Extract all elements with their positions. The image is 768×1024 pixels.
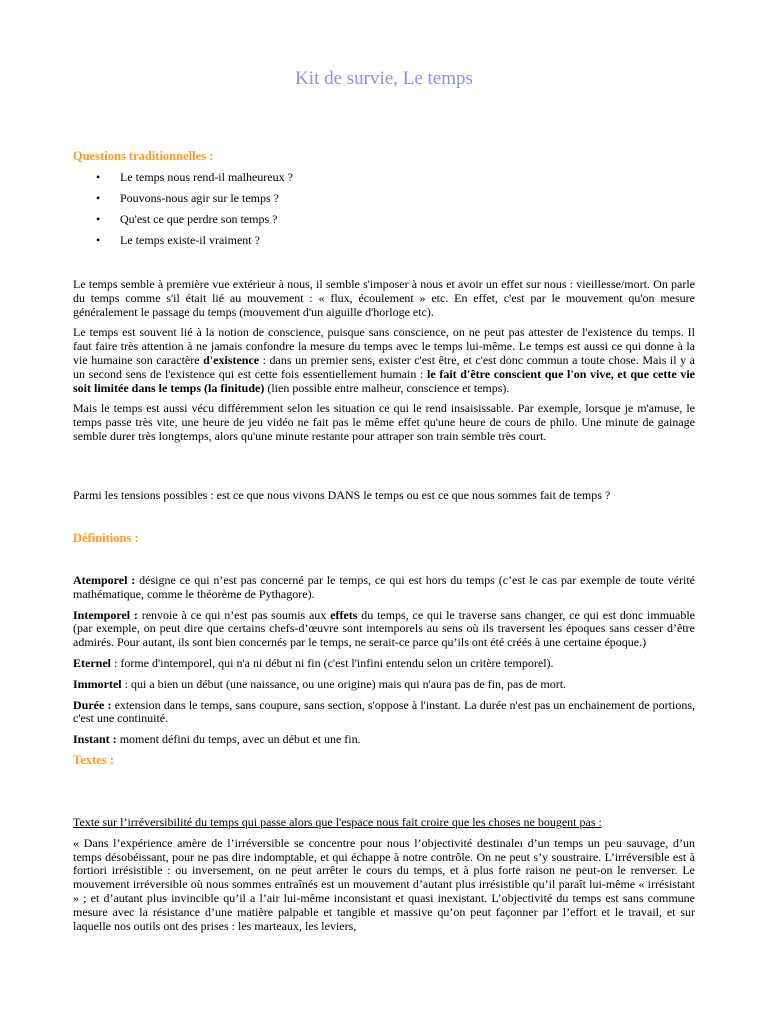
definition-immortel: Immortel : qui a bien un début (une naissance, ou une origine) mais qui n'aura pas de fin, pas de mort. (73, 676, 567, 691)
definition-intemporel: Intemporel : renvoie à ce qui n’est pas soumis aux effets du temps, ce qui le traverse sans changer, ce qui est donc immuable (par exemple, on peut dire que certains chefs-d’œuvre sont intemporels au sens où ils traversent les époques sans cesser d’être admirés. Pour autant, ils sont bien concernés par le temps, ne serait-ce parce qu’ils ont été créés à une certaine époque.) (73, 607, 696, 650)
list-item: • Le temps existe-il vraiment ? (73, 234, 695, 248)
intro-section (73, 278, 695, 444)
definition-atemporel: Atemporel : désigne ce qui n’est pas concerné par le temps, ce qui est hors du temps (c’est le cas par exemple de toute vérité mathématique, comme le théorème de Pythagore). (73, 573, 695, 601)
paragraph: Le temps est souvent lié à la notion de conscience, puisque sans conscience, on ne peut pas attester de l'existence du temps. Il faut faire très attention à ne jamais confondre la mesure du temps avec le temps lui-même. Le temps est aussi ce qui donne à la vie humaine son caractère d'existence : dans un premier sens, exister c'est être, et c'est donc commun a toute chose. Mais il y a un second sens de l'existence qui est cette fois essentiellement humain : le fait d'être conscient que l'on vive, et que cette vie soit limitée dans le temps (la finitude) (lien possible entre malheur, conscience et temps). (73, 325, 696, 395)
paragraph: Parmi les tensions possibles : est ce que nous vivons DANS le temps ou est ce que nous sommes fait de temps ? (73, 488, 611, 502)
textes-section (73, 816, 695, 933)
definitions-section (73, 574, 695, 768)
text-subtitle: Texte sur l’irréversibilité du temps qui passe alors que l'espace nous fait croire que les choses ne bougent pas : (73, 815, 602, 829)
page-title: Kit de survie, Le temps (295, 68, 473, 89)
definition-duree: Durée : extension dans le temps, sans coupure, sans section, s'oppose à l'instant. La durée n'est pas un enchainement de portions, c'est une continuité. (73, 697, 695, 726)
paragraph: Le temps semble à première vue extérieur à nous, il semble s'imposer à nous et avoir un effet sur nous : vieillesse/mort. On parle du temps comme s'il était lié au mouvement : « flux, écoulement » etc. En effet, c'est par le mouvement qu'on mesure généralement le passage du temps (mouvement d'un aiguille d'horloge etc). (73, 277, 695, 319)
quote-paragraph: « Dans l’expérience amère de l’irréversible se concentre pour nous l’objectivité destinaleı d’un temps un peu sauvage, d’un temps désobéissant, pour ne pas dire indomptable, et qui échappe à notre contrôle. On ne peut s’y soustraire. L’irréversible est à fortiori irrésistible : ou inversement, on ne peut arrêter le cours du temps, et à plus forte raison ne peut-on le renverser. Le mouvement irréversible où nous sommes entraînés est un mouvement d’autant plus irrésistible qu’il paraît lui-même « irrésistant » ; et d’autant plus invincible qu’il a l’air lui-même inconsistant et quasi inexistant. L’objectivité du temps est sans commune mesure avec la résistance d’une matière palpable et tangible et massive qu’on peut façonner par l’effort et le travail, et sur laquelle nos outils ont des prises : les marteaux, les leviers, (73, 835, 695, 933)
questions-heading: Questions traditionnelles : (73, 149, 214, 163)
list-item: • Qu'est ce que perdre son temps ? (73, 213, 695, 227)
questions-section (73, 150, 695, 256)
textes-heading: Textes : (73, 752, 114, 767)
list-item: • Pouvons-nous agir sur le temps ? (73, 192, 695, 206)
definition-instant: Instant : moment défini du temps, avec un début et une fin. (73, 732, 361, 747)
questions-list (73, 171, 695, 248)
paragraph: Mais le temps est aussi vécu différemment selon les situation ce qui le rend insaisissable. Par exemple, lorsque je m'amuse, le temps passe très vite, une heure de jeu vidéo ne fait pas le même effet qu'une heure de cours de philo. Une minute de gainage semble durer très longtemps, alors qu'une minute restante pour attraper son train semble très court. (73, 401, 695, 443)
list-item: • Le temps nous rend-il malheureux ? (73, 171, 695, 185)
definitions-heading: Définitions : (73, 531, 139, 545)
definition-eternel: Eternel : forme d'intemporel, qui n'a ni début ni fin (c'est l'infini entendu selon un critère temporel). (73, 655, 554, 670)
